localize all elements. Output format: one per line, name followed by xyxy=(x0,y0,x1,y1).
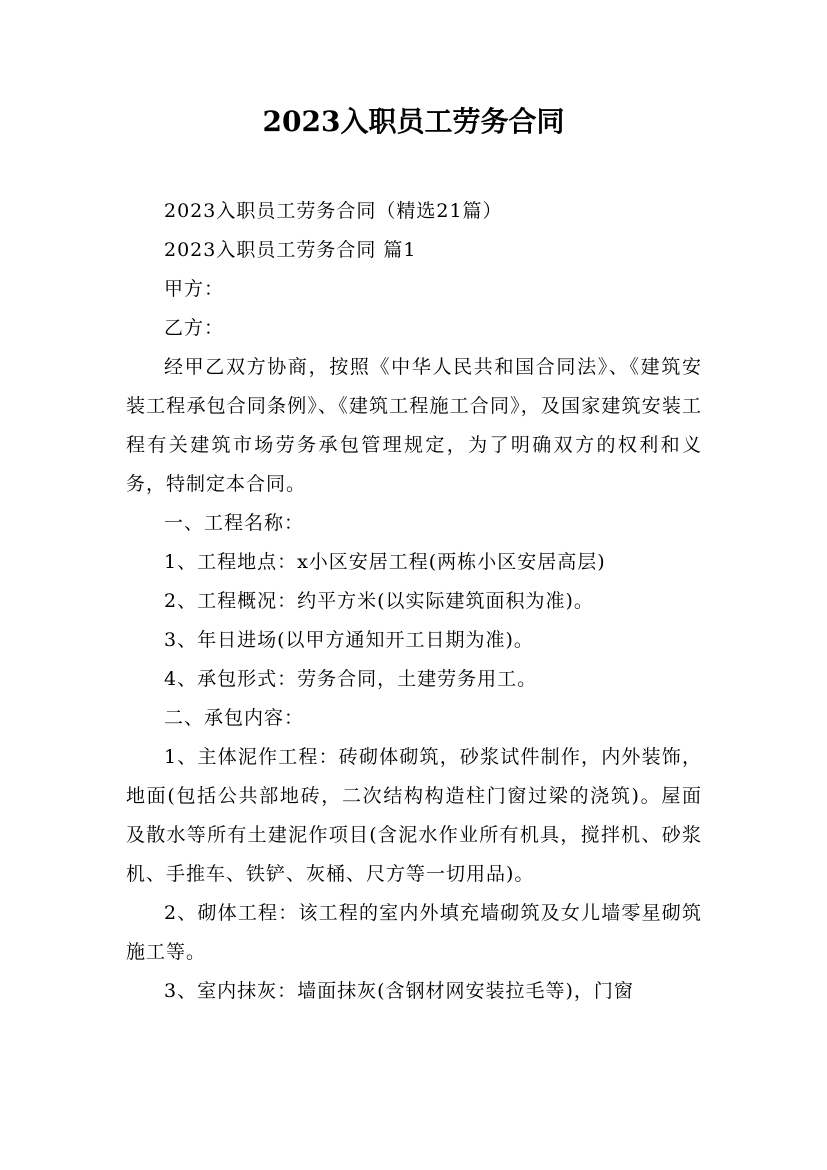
paragraph-subtitle: 2023入职员工劳务合同（精选21篇） xyxy=(164,200,503,222)
paragraph-clause-1-heading: 一、工程名称： xyxy=(164,512,305,534)
paragraph-party-a: 甲方： xyxy=(164,278,225,300)
paragraph-clause-1-item-2: 2、工程概况：约平方米(以实际建筑面积为准)。 xyxy=(164,590,594,612)
paragraph-party-b: 乙方： xyxy=(164,317,225,339)
paragraph-clause-2-item-1: 1、主体泥作工程：砖砌体砌筑，砂浆试件制作，内外装饰，地面(包括公共部地砖，二次结构构造柱门窗过梁的浇筑)。屋面及散水等所有土建泥作项目(含泥水作业所有机具，搅拌机、砂浆机、手推车、铁铲、灰桶、尺方等一切用品)。 xyxy=(126,746,702,885)
paragraph-clause-2-item-2: 2、砌体工程：该工程的室内外填充墙砌筑及女儿墙零星砌筑施工等。 xyxy=(126,902,702,963)
paragraph-clause-1-item-4: 4、承包形式：劳务合同，土建劳务用工。 xyxy=(164,668,538,690)
paragraph-clause-2-item-3: 3、室内抹灰：墙面抹灰(含钢材网安装拉毛等)，门窗 xyxy=(164,980,634,1002)
document-body xyxy=(126,192,702,1011)
paragraph-clause-1-item-3: 3、年日进场(以甲方通知开工日期为准)。 xyxy=(164,629,534,651)
paragraph-section-heading: 2023入职员工劳务合同 篇1 xyxy=(164,239,417,261)
paragraph-preamble: 经甲乙双方协商，按照《中华人民共和国合同法》、《建筑安装工程承包合同条例》、《建筑工程施工合同》，及国家建筑安装工程有关建筑市场劳务承包管理规定，为了明确双方的权利和义务，特制定本合同。 xyxy=(126,356,702,495)
document-title: 2023入职员工劳务合同 xyxy=(262,105,565,138)
paragraph-clause-1-item-1: 1、工程地点：x小区安居工程(两栋小区安居高层) xyxy=(164,551,606,573)
paragraph-clause-2-heading: 二、承包内容： xyxy=(164,707,305,729)
